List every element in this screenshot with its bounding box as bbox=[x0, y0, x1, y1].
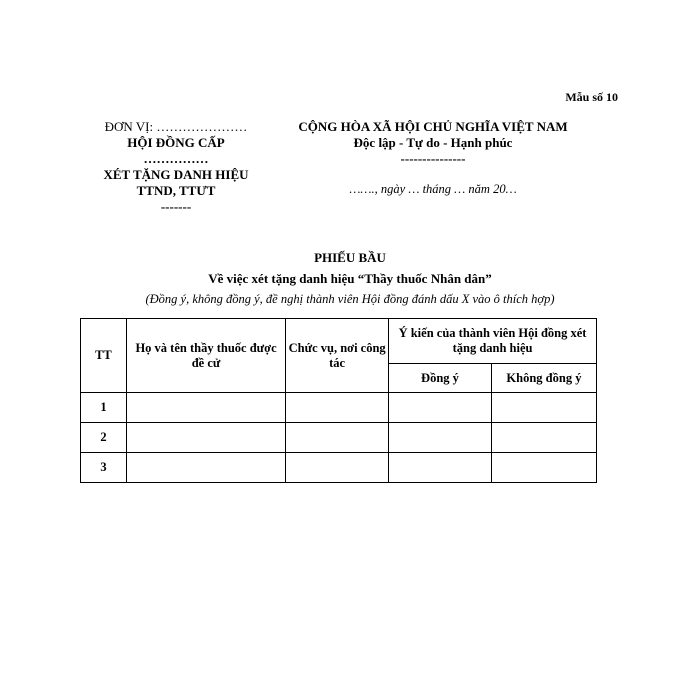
table-row bbox=[81, 393, 597, 423]
nominee-name-cell[interactable] bbox=[126, 393, 285, 423]
position-cell[interactable] bbox=[286, 423, 389, 453]
nominee-name-cell[interactable] bbox=[126, 453, 285, 483]
header-nominee-name: Họ và tên thầy thuốc được đề cử bbox=[126, 319, 285, 393]
council-dots-line: …………… bbox=[143, 151, 209, 166]
header-opinion: Ý kiến của thành viên Hội đồng xét tặng danh hiệu bbox=[389, 319, 597, 364]
award-line-1: XÉT TẶNG DANH HIỆU bbox=[103, 167, 249, 182]
row-number: 3 bbox=[81, 453, 127, 483]
header-agree: Đồng ý bbox=[389, 364, 492, 393]
agree-cell[interactable] bbox=[389, 393, 492, 423]
issuing-unit-header bbox=[86, 119, 266, 215]
row-number: 2 bbox=[81, 423, 127, 453]
header-position: Chức vụ, nơi công tác bbox=[286, 319, 389, 393]
disagree-cell[interactable] bbox=[491, 393, 596, 423]
national-header bbox=[258, 119, 608, 197]
nation-title: CỘNG HÒA XÃ HỘI CHỦ NGHĨA VIỆT NAM bbox=[298, 119, 568, 134]
date-line: ……., ngày … tháng … năm 20… bbox=[349, 182, 517, 196]
form-number: Mẫu số 10 bbox=[565, 90, 618, 104]
row-number: 1 bbox=[81, 393, 127, 423]
left-separator: ------- bbox=[160, 199, 192, 214]
ballot-instruction: (Đồng ý, không đồng ý, đề nghị thành viên Hội đồng đánh dấu X vào ô thích hợp) bbox=[145, 292, 555, 306]
table-row bbox=[81, 453, 597, 483]
council-line: HỘI ĐỒNG CẤP bbox=[127, 135, 225, 150]
disagree-cell[interactable] bbox=[491, 453, 596, 483]
table-row bbox=[81, 423, 597, 453]
national-motto: Độc lập - Tự do - Hạnh phúc bbox=[353, 135, 513, 150]
agree-cell[interactable] bbox=[389, 423, 492, 453]
header-disagree: Không đồng ý bbox=[491, 364, 596, 393]
ballot-subtitle: Về việc xét tặng danh hiệu “Thầy thuốc Nhân dân” bbox=[208, 271, 492, 286]
position-cell[interactable] bbox=[286, 453, 389, 483]
unit-line: ĐƠN VỊ: ………………… bbox=[104, 119, 248, 134]
position-cell[interactable] bbox=[286, 393, 389, 423]
disagree-cell[interactable] bbox=[491, 423, 596, 453]
header-tt: TT bbox=[81, 319, 127, 393]
ballot-table bbox=[80, 318, 597, 483]
ballot-title-block bbox=[80, 250, 620, 307]
award-line-2: TTND, TTƯT bbox=[136, 183, 216, 198]
nominee-name-cell[interactable] bbox=[126, 423, 285, 453]
ballot-title: PHIẾU BẦU bbox=[314, 250, 386, 265]
right-separator: --------------- bbox=[400, 151, 466, 166]
agree-cell[interactable] bbox=[389, 453, 492, 483]
